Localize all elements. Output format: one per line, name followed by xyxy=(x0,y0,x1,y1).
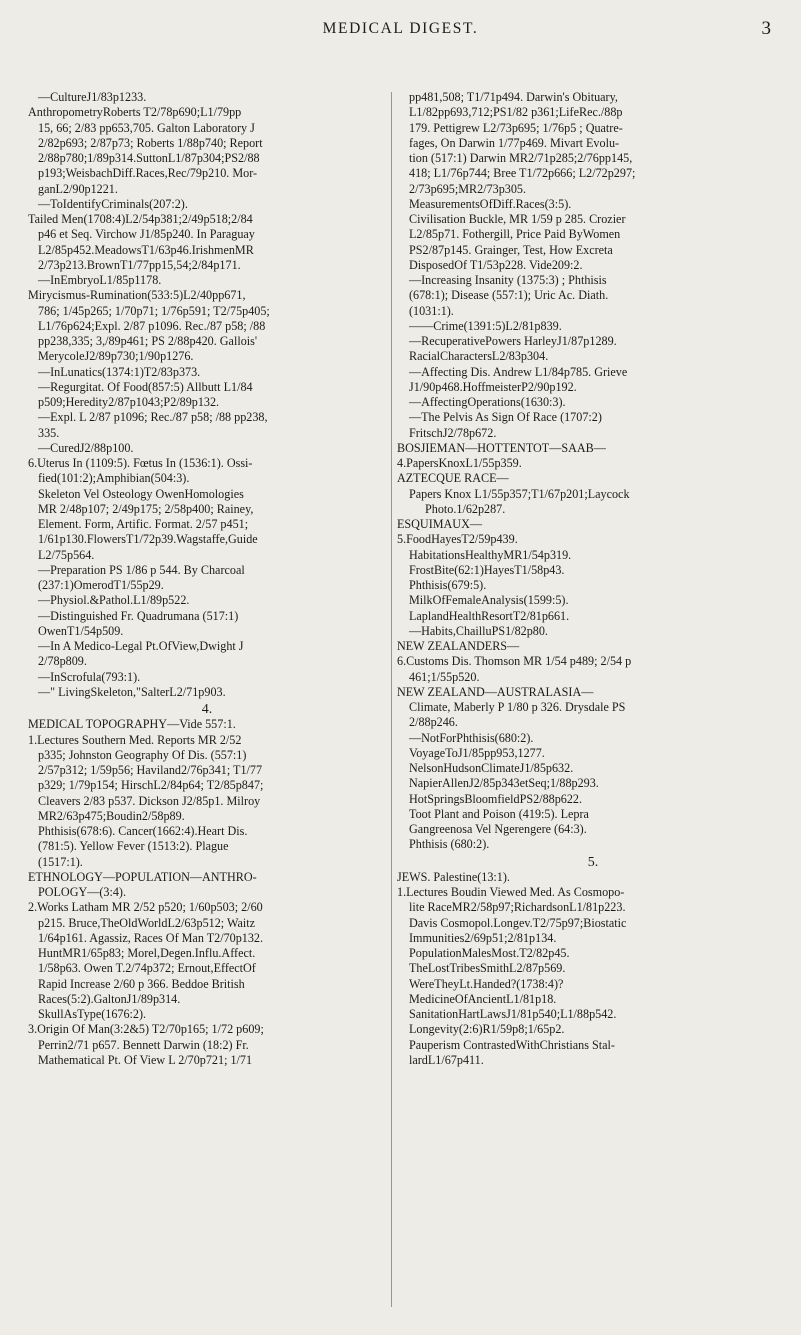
index-line: 6.Customs Dis. Thomson MR 1/54 p489; 2/54 p xyxy=(397,654,632,669)
index-line: p335; Johnston Geography Of Dis. (557:1) xyxy=(38,747,247,762)
index-line: —NotForPhthisis(680:2). xyxy=(409,730,534,745)
index-line: —Habits,ChailluPS1/82p80. xyxy=(409,623,548,638)
section-number: 5. xyxy=(587,854,599,870)
index-line: 2/57p312; 1/59p56; Haviland2/76p341; T1/77 xyxy=(38,763,263,777)
index-line: 5.FoodHayesT2/59p439. xyxy=(397,532,518,547)
index-line: POLOGY—(3:4). xyxy=(38,885,127,899)
index-line: L2/75p564. xyxy=(38,547,95,562)
index-line: Phthisis(678:6). Cancer(1662:4).Heart Dis. xyxy=(38,824,248,838)
index-line: 3.Origin Of Man(3:2&5) T2/70p165; 1/72 p609; xyxy=(28,1022,264,1037)
index-line: NEW ZEALAND—AUSTRALASIA— xyxy=(397,684,594,699)
index-line: MedicineOfAncientL1/81p18. xyxy=(409,991,557,1006)
index-line: J1/90p468.HoffmeisterP2/90p192. xyxy=(409,379,577,394)
index-line: pp481,508; T1/71p494. Darwin's Obituary, xyxy=(409,90,618,104)
index-line: AZTECQUE RACE— xyxy=(397,471,509,486)
index-line: ——Crime(1391:5)L2/81p839. xyxy=(409,318,562,333)
index-line: TheLostTribesSmithL2/87p569. xyxy=(409,961,566,976)
index-line: —In A Medico-Legal Pt.OfView,Dwight J xyxy=(38,639,244,653)
index-line: 2/78p809. xyxy=(38,654,87,669)
index-line: fied(101:2);Amphibian(504:3). xyxy=(38,471,190,486)
index-line: 4.PapersKnoxL1/55p359. xyxy=(397,456,522,470)
index-line: p215. Bruce,TheOldWorldL2/63p512; Waitz xyxy=(38,915,255,930)
index-line: —InLunatics(1374:1)T2/83p373. xyxy=(38,364,201,379)
running-title: MEDICAL DIGEST. xyxy=(322,20,479,37)
index-line: —Expl. L 2/87 p1096; Rec./87 p58; /88 pp238, xyxy=(38,410,268,425)
index-line: Pauperism ContrastedWithChristians Stal- xyxy=(409,1037,615,1052)
index-line: ESQUIMAUX— xyxy=(397,517,482,531)
index-line: 1/64p161. Agassiz, Races Of Man T2/70p132. xyxy=(38,930,264,945)
index-line: MR2/63p475;Boudin2/58p89. xyxy=(38,808,185,823)
index-line: 1/61p130.FlowersT1/72p39.Wagstaffe,Guide xyxy=(38,532,258,547)
index-line: 2/82p693; 2/87p73; Roberts 1/88p740; Report xyxy=(38,135,263,150)
index-line: —Increasing Insanity (1375:3) ; Phthisis xyxy=(409,273,607,287)
index-line: Toot Plant and Poison (419:5). Lepra xyxy=(409,806,589,821)
index-line: 418; L1/76p744; Bree T1/72p666; L2/72p297; xyxy=(409,166,636,181)
index-line: Element. Form, Artific. Format. 2/57 p451; xyxy=(38,517,249,531)
index-line: HuntMR1/65p83; Morel,Degen.Influ.Affect. xyxy=(38,946,256,960)
index-line: (1517:1). xyxy=(38,854,83,869)
index-line: L1/82pp693,712;PS1/82 p361;LifeRec./88p xyxy=(409,105,623,120)
index-line: ETHNOLOGY—POPULATION—ANTHRO- xyxy=(28,869,257,884)
index-line: pp238,335; 3,/89p461; PS 2/88p420. Gallois' xyxy=(38,334,258,348)
index-line: 6.Uterus In (1109:5). Fœtus In (1536:1). Ossi- xyxy=(28,456,253,470)
index-line: —Distinguished Fr. Quadrumana (517:1) xyxy=(38,608,239,623)
index-line: —InEmbryoL1/85p1178. xyxy=(38,273,162,287)
index-line: FrostBite(62:1)HayesT1/58p43. xyxy=(409,562,565,577)
index-line: Civilisation Buckle, MR 1/59 p 285. Crozier xyxy=(409,212,626,226)
index-line: LaplandHealthResortT2/81p661. xyxy=(409,608,570,623)
index-line: FritschJ2/78p672. xyxy=(409,425,497,440)
index-line: —RecuperativePowers HarleyJ1/87p1289. xyxy=(409,334,617,348)
index-line: 15, 66; 2/83 pp653,705. Galton Laboratory J xyxy=(38,120,255,135)
index-line: Rapid Increase 2/60 p 366. Beddoe British xyxy=(38,976,245,991)
index-line: PopulationMalesMost.T2/82p45. xyxy=(409,946,570,960)
section-number: 4. xyxy=(201,702,213,717)
index-line: —Preparation PS 1/86 p 544. By Charcoal xyxy=(38,562,245,577)
index-line: 2/88p780;1/89p314.SuttonL1/87p304;PS2/88 xyxy=(38,151,260,165)
index-line: 2/88p246. xyxy=(409,715,458,730)
page-number: 3 xyxy=(761,18,771,39)
index-line: —" LivingSkeleton,"SalterL2/71p903. xyxy=(38,684,226,699)
index-line: L2/85p71. Fothergill, Price Paid ByWomen xyxy=(409,227,621,242)
index-line: p193;WeisbachDiff.Races,Rec/79p210. Mor- xyxy=(38,166,258,181)
index-line: WereTheyLt.Handed?(1738:4)? xyxy=(409,976,564,991)
index-line: MEDICAL TOPOGRAPHY—Vide 557:1. xyxy=(28,717,236,732)
index-line: HabitationsHealthyMR1/54p319. xyxy=(409,547,572,562)
index-line: 2.Works Latham MR 2/52 p520; 1/60p503; 2/60 xyxy=(28,900,263,915)
index-line: Gangreenosa Vel Ngerengere (64:3). xyxy=(409,822,587,836)
index-line: Immunities2/69p51;2/81p134. xyxy=(409,930,557,945)
index-line: 1/58p63. Owen T.2/74p372; Ernout,EffectOf xyxy=(38,961,256,976)
index-line: 179. Pettigrew L2/73p695; 1/76p5 ; Quatre- xyxy=(409,120,623,135)
right-column xyxy=(397,90,789,1068)
index-line: VoyageToJ1/85pp953,1277. xyxy=(409,745,545,760)
index-line: ganL2/90p1221. xyxy=(38,181,118,196)
index-line: SanitationHartLawsJ1/81p540;L1/88p542. xyxy=(409,1007,617,1021)
index-line: Davis Cosmopol.Longev.T2/75p97;Biostatic xyxy=(409,915,627,930)
index-line: tion (517:1) Darwin MR2/71p285;2/76pp145, xyxy=(409,151,633,165)
index-line: —The Pelvis As Sign Of Race (1707:2) xyxy=(409,410,602,425)
index-line: SkullAsType(1676:2). xyxy=(38,1007,147,1021)
index-line: BOSJIEMAN—HOTTENTOT—SAAB— xyxy=(397,440,606,455)
index-line: —AffectingOperations(1630:3). xyxy=(409,395,566,409)
index-line: 1.Lectures Boudin Viewed Med. As Cosmopo- xyxy=(397,885,625,899)
index-line: Cleavers 2/83 p537. Dickson J2/85p1. Milroy xyxy=(38,793,261,808)
index-line: OwenT1/54p509. xyxy=(38,623,124,638)
index-line: Tailed Men(1708:4)L2/54p381;2/49p518;2/84 xyxy=(28,212,253,226)
index-line: 2/73p695;MR2/73p305. xyxy=(409,181,527,196)
index-line: Papers Knox L1/55p357;T1/67p201;Laycock xyxy=(409,486,630,501)
left-column xyxy=(28,90,386,1068)
index-line: 786; 1/45p265; 1/70p71; 1/76p591; T2/75p405; xyxy=(38,303,270,318)
index-line: (781:5). Yellow Fever (1513:2). Plague xyxy=(38,839,229,854)
index-line: Races(5:2).GaltonJ1/89p314. xyxy=(38,991,181,1006)
index-line: MR 2/48p107; 2/49p175; 2/58p400; Rainey, xyxy=(38,501,254,516)
index-line: Phthisis (680:2). xyxy=(409,837,490,852)
index-line: Climate, Maberly P 1/80 p 326. Drysdale PS xyxy=(409,700,626,714)
index-line: 335. xyxy=(38,425,60,440)
index-line: L2/85p452.MeadowsT1/63p46.IrishmenMR xyxy=(38,242,254,257)
running-head xyxy=(0,20,801,42)
index-line: p509;Heredity2/87p1043;P2/89p132. xyxy=(38,395,220,409)
index-line: Longevity(2:6)R1/59p8;1/65p2. xyxy=(409,1022,565,1037)
index-line: —InScrofula(793:1). xyxy=(38,669,141,684)
index-line: Mathematical Pt. Of View L 2/70p721; 1/71 xyxy=(38,1052,253,1067)
index-line: MilkOfFemaleAnalysis(1599:5). xyxy=(409,593,569,608)
index-line: HotSpringsBloomfieldPS2/88p622. xyxy=(409,791,583,806)
index-line: JEWS. Palestine(13:1). xyxy=(397,869,510,884)
index-line: —Physiol.&Pathol.L1/89p522. xyxy=(38,593,190,608)
index-line: —Regurgitat. Of Food(857:5) Allbutt L1/84 xyxy=(38,379,253,394)
index-line: RacialCharactersL2/83p304. xyxy=(409,349,549,364)
index-line: NapierAllenJ2/85p343etSeq;1/88p293. xyxy=(409,776,599,791)
index-line: 2/73p213.BrownT1/77pp15,54;2/84p171. xyxy=(38,257,241,272)
column-divider xyxy=(391,92,392,1307)
index-line: p46 et Seq. Virchow J1/85p240. In Paraguay xyxy=(38,227,255,242)
index-line: (678:1); Disease (557:1); Uric Ac. Diath. xyxy=(409,288,609,303)
index-line: DisposedOf T1/53p228. Vide209:2. xyxy=(409,257,583,272)
index-line: Photo.1/62p287. xyxy=(425,501,506,516)
index-line: (1031:1). xyxy=(409,303,454,318)
index-line: NelsonHudsonClimateJ1/85p632. xyxy=(409,761,574,775)
index-line: (237:1)OmerodT1/55p29. xyxy=(38,578,164,592)
index-line: NEW ZEALANDERS— xyxy=(397,639,520,653)
index-line: 1.Lectures Southern Med. Reports MR 2/52 xyxy=(28,732,242,747)
index-line: AnthropometryRoberts T2/78p690;L1/79pp xyxy=(28,105,242,120)
index-line: PS2/87p145. Grainger, Test, How Excreta xyxy=(409,242,613,257)
index-line: —Affecting Dis. Andrew L1/84p785. Grieve xyxy=(409,364,628,379)
index-line: Mirycismus-Rumination(533:5)L2/40pp671, xyxy=(28,288,246,303)
index-line: Phthisis(679:5). xyxy=(409,578,487,592)
index-line: MeasurementsOfDiff.Races(3:5). xyxy=(409,196,572,211)
index-line: Perrin2/71 p657. Bennett Darwin (18:2) Fr. xyxy=(38,1037,249,1052)
index-line: MerycoleJ2/89p730;1/90p1276. xyxy=(38,349,194,364)
index-line: p329; 1/79p154; HirschL2/84p64; T2/85p847; xyxy=(38,778,264,793)
index-line: lite RaceMR2/58p97;RichardsonL1/81p223. xyxy=(409,900,626,915)
index-line: lardL1/67p411. xyxy=(409,1052,484,1067)
index-line: Skeleton Vel Osteology OwenHomologies xyxy=(38,486,244,501)
index-line: —ToIdentifyCriminals(207:2). xyxy=(38,196,188,211)
index-line: 461;1/55p520. xyxy=(409,669,480,684)
index-line: L1/76p624;Expl. 2/87 p1096. Rec./87 p58; /88 xyxy=(38,318,266,333)
index-line: —CultureJ1/83p1233. xyxy=(38,90,147,104)
index-line: fages, On Darwin 1/77p469. Mivart Evolu- xyxy=(409,135,620,150)
index-line: —CuredJ2/88p100. xyxy=(38,440,134,455)
